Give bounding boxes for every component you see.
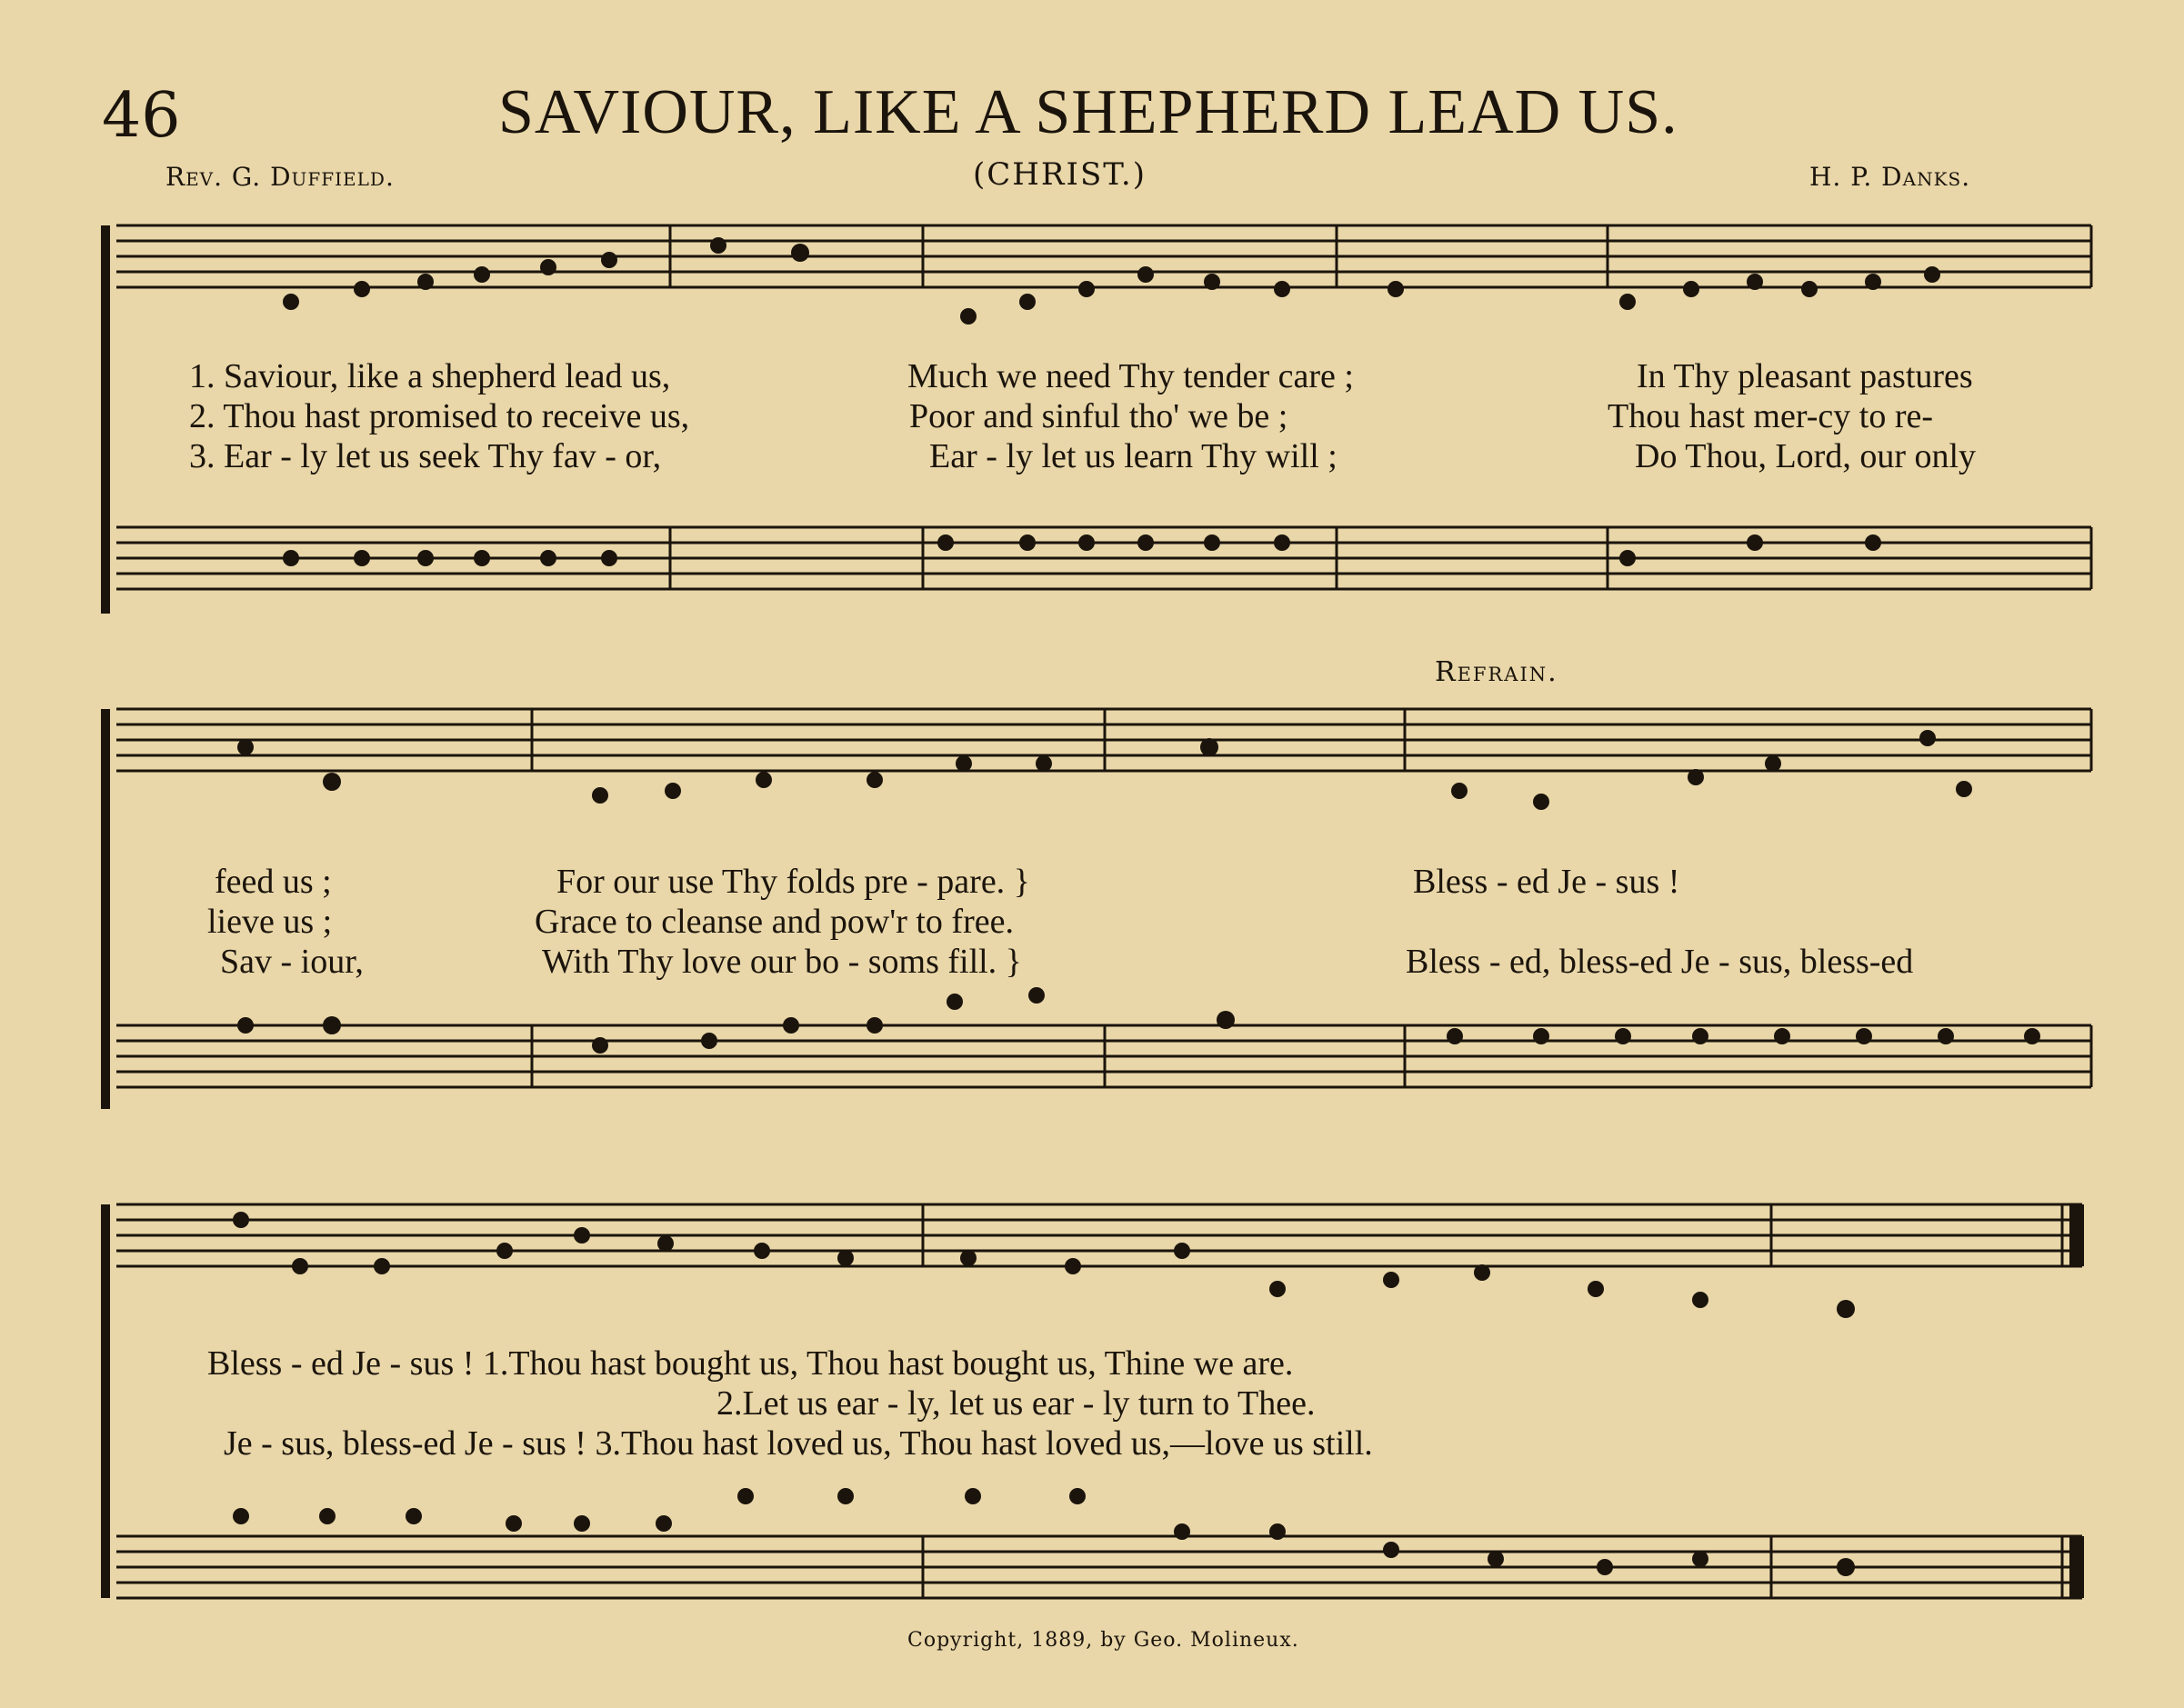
treble-staff-1 <box>116 225 2091 287</box>
treble-staff-3 <box>116 1204 2082 1266</box>
system-1-verse-1-middle: Much we need Thy tender care ; <box>907 357 1354 395</box>
hymn-title: SAVIOUR, LIKE A SHEPHERD LEAD US. <box>498 77 1678 147</box>
bass-staff-3 <box>116 1536 2082 1598</box>
copyright-notice: Copyright, 1889, by Geo. Molineux. <box>907 1629 1299 1652</box>
final-double-bar <box>2069 1204 2084 1598</box>
system-3-line-2: 2.Let us ear - ly, let us ear - ly turn to Thee. <box>716 1384 1316 1423</box>
bass-staff-1 <box>116 527 2091 589</box>
tune-name: (CHRIST.) <box>973 156 1147 193</box>
system-2-verse-3-middle: With Thy love our bo - soms fill. } <box>542 943 1022 981</box>
system-1-verse-1-left: 1. Saviour, like a shepherd lead us, <box>189 357 671 395</box>
system-2-verse-1-right: Bless - ed Je - sus ! <box>1413 863 1680 901</box>
system-1-verse-2-middle: Poor and sinful tho' we be ; <box>909 397 1288 435</box>
page-number: 46 <box>102 80 181 152</box>
system-3-line-3: Je - sus, bless-ed Je - sus ! 3.Thou hast loved us, Thou hast loved us,—love us still. <box>224 1424 1373 1463</box>
system-2-verse-1-middle: For our use Thy folds pre - pare. } <box>556 863 1030 901</box>
system-1-verse-2-left: 2. Thou hast promised to receive us, <box>189 397 690 435</box>
system-1-verse-1-right: In Thy pleasant pastures <box>1637 357 1973 395</box>
system-2-verse-3-right: Bless - ed, bless-ed Je - sus, bless-ed <box>1406 943 1914 981</box>
system-3-line-1: Bless - ed Je - sus ! 1.Thou hast bought us, Thou hast bought us, Thine we are. <box>207 1344 1294 1383</box>
system-2-verse-2-left: lieve us ; <box>207 903 333 941</box>
system-2-verse-3-left: Sav - iour, <box>220 943 364 981</box>
system-1-verse-3-middle: Ear - ly let us learn Thy will ; <box>929 437 1337 475</box>
lyricist-credit: Rev. G. Duffield. <box>165 162 395 192</box>
system-2-verse-1-left: feed us ; <box>215 863 332 901</box>
system-1-verse-3-right: Do Thou, Lord, our only <box>1635 437 1977 475</box>
system-2 <box>105 709 2091 1109</box>
system-2-verse-2-middle: Grace to cleanse and pow'r to free. <box>535 903 1014 941</box>
composer-credit: H. P. Danks. <box>1809 162 1971 192</box>
system-1-verse-2-right: Thou hast mer-cy to re- <box>1608 397 1933 435</box>
notes-2 <box>237 730 2040 1054</box>
system-1-verse-3-left: 3. Ear - ly let us seek Thy fav - or, <box>189 437 662 475</box>
refrain-label: Refrain. <box>1435 656 1558 688</box>
